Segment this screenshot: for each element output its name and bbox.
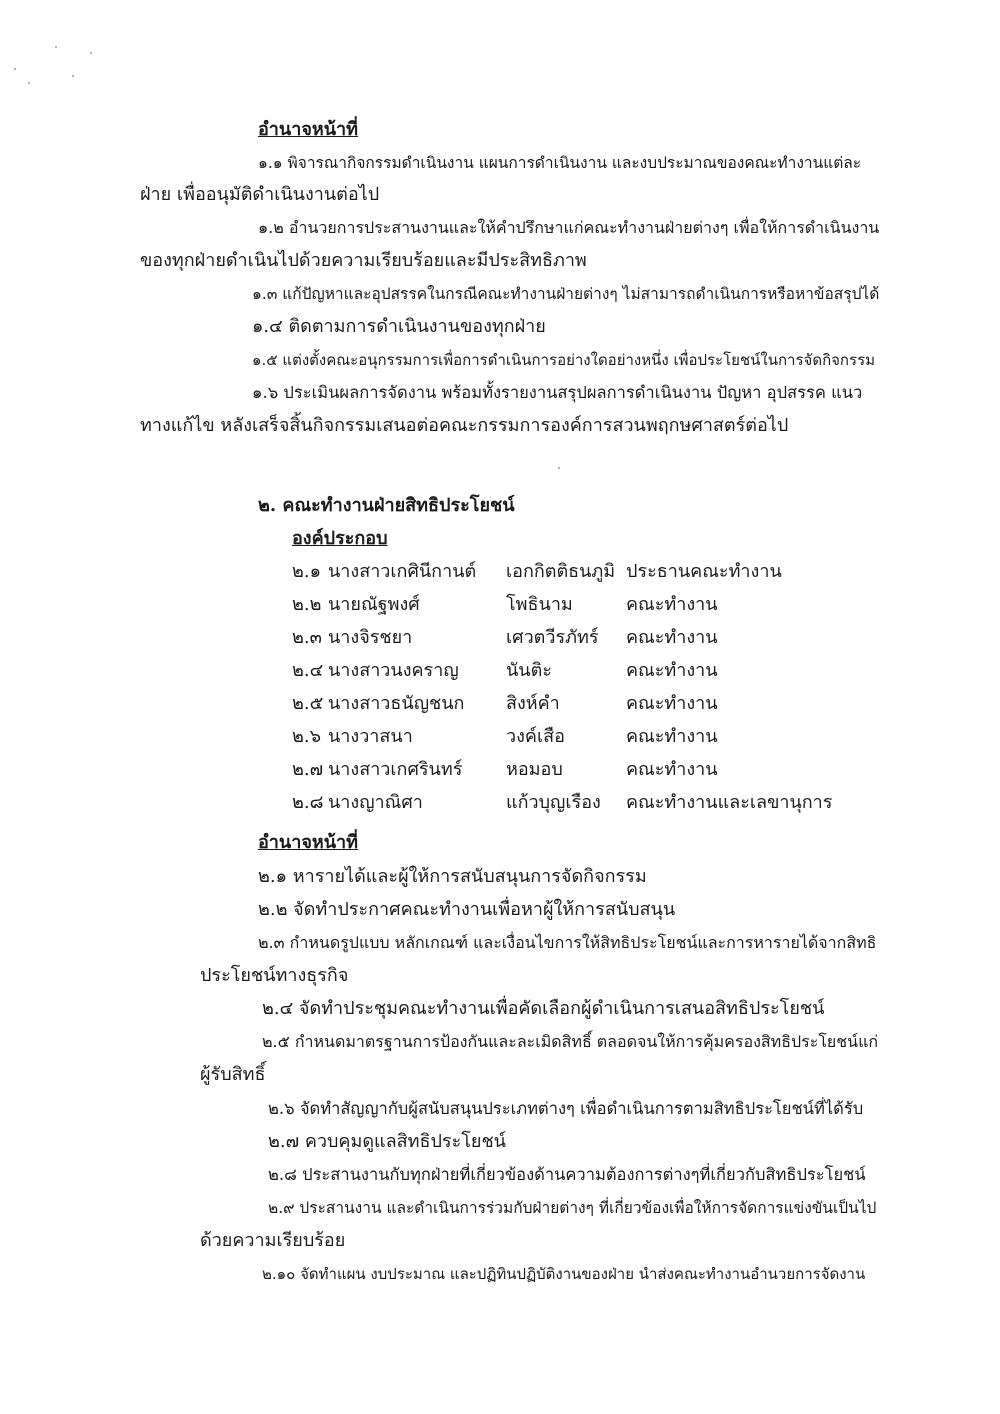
duty-1-6-cont: ทางแก้ไข หลังเสร็จสิ้นกิจกรรมเสนอต่อคณะกรรมการองค์การสวนพฤกษศาสตร์ต่อไป xyxy=(140,415,789,436)
member-role: ประธานคณะทำงาน xyxy=(626,561,782,582)
member-first-name: นางจิรชยา xyxy=(328,627,413,648)
member-last-name: สิงห์คำ xyxy=(506,693,560,714)
member-number: ๒.๓ xyxy=(292,627,322,648)
duty-2-1: ๒.๑ หารายได้และผู้ให้การสนับสนุนการจัดกิจกรรม xyxy=(258,866,647,887)
duty-1-1-cont: ฝ่าย เพื่ออนุมัติดำเนินงานต่อไป xyxy=(140,184,380,205)
member-first-name: นางวาสนา xyxy=(328,726,413,747)
scan-speck xyxy=(55,46,57,48)
member-last-name: วงค์เสือ xyxy=(506,726,565,747)
member-number: ๒.๔ xyxy=(292,660,324,681)
duty-2-5: ๒.๕ กำหนดมาตรฐานการป้องกันและละเมิดสิทธิ์ ตลอดจนให้การคุ้มครองสิทธิประโยชน์แก่ xyxy=(262,1032,879,1051)
duty-1-2: ๑.๒ อำนวยการประสานงานและให้คำปรึกษาแก่คณะทำงานฝ่ายต่างๆ เพื่อให้การดำเนินงาน xyxy=(258,218,880,237)
member-role: คณะทำงาน xyxy=(626,693,718,714)
member-role: คณะทำงานและเลขานุการ xyxy=(626,792,833,813)
member-last-name: หอมอบ xyxy=(506,759,563,780)
member-role: คณะทำงาน xyxy=(626,726,718,747)
member-first-name: นางสาวนงคราญ xyxy=(328,660,459,681)
member-number: ๒.๑ xyxy=(292,561,322,582)
duty-1-4: ๑.๔ ติดตามการดำเนินงานของทุกฝ่าย xyxy=(252,316,546,337)
duty-1-6: ๑.๖ ประเมินผลการจัดงาน พร้อมทั้งรายงานสรุปผลการดำเนินงาน ปัญหา อุปสรรค แนว xyxy=(252,383,863,402)
member-last-name: โพธินาม xyxy=(506,594,573,615)
duty-2-9: ๒.๙ ประสานงาน และดำเนินการร่วมกับฝ่ายต่างๆ ที่เกี่ยวข้องเพื่อให้การจัดการแข่งขันเป็นไป xyxy=(268,1199,877,1217)
member-last-name: เศวตวีรภัทร์ xyxy=(506,627,599,648)
scan-speck xyxy=(14,68,16,70)
member-role: คณะทำงาน xyxy=(626,660,718,681)
duty-2-2: ๒.๒ จัดทำประกาศคณะทำงานเพื่อหาผู้ให้การสนับสนุน xyxy=(258,899,676,920)
duty-2-6: ๒.๖ จัดทำสัญญากับผู้สนับสนุนประเภทต่างๆ เพื่อดำเนินการตามสิทธิประโยชน์ที่ได้รับ xyxy=(268,1099,864,1118)
scan-speck xyxy=(28,82,30,84)
duty-2-10: ๒.๑๐ จัดทำแผน งบประมาณ และปฏิทินปฏิบัติงานของฝ่าย นำส่งคณะทำงานอำนวยการจัดงาน xyxy=(262,1265,866,1283)
member-last-name: นันติะ xyxy=(506,660,552,681)
scan-speck xyxy=(72,75,74,77)
member-first-name: นางสาวธนัญชนก xyxy=(328,693,465,714)
member-first-name: นางญาณิศา xyxy=(328,792,423,813)
member-first-name: นางสาวเกศรินทร์ xyxy=(328,759,463,780)
duty-1-5: ๑.๕ แต่งตั้งคณะอนุกรรมการเพื่อการดำเนินการอย่างใดอย่างหนึ่ง เพื่อประโยชน์ในการจัดกิจกรรม xyxy=(252,351,876,369)
section2-title: ๒. คณะทำงานฝ่ายสิทธิประโยชน์ xyxy=(258,495,515,516)
section1-duties-heading: อำนาจหน้าที่ xyxy=(258,119,359,140)
member-last-name: แก้วบุญเรือง xyxy=(506,792,601,813)
duty-2-9-cont: ด้วยความเรียบร้อย xyxy=(200,1230,346,1251)
member-last-name: เอกกิตติธนภูมิ xyxy=(506,561,616,582)
duty-2-3: ๒.๓ กำหนดรูปแบบ หลักเกณฑ์ และเงื่อนไขการให้สิทธิประโยชน์และการหารายได้จากสิทธิ xyxy=(258,933,877,952)
duty-2-5-cont: ผู้รับสิทธิ์ xyxy=(200,1064,266,1085)
duty-1-3: ๑.๓ แก้ปัญหาและอุปสรรคในกรณีคณะทำงานฝ่ายต่างๆ ไม่สามารถดำเนินการหรือหาข้อสรุปได้ xyxy=(252,285,880,303)
member-number: ๒.๒ xyxy=(292,594,322,615)
duty-1-1: ๑.๑ พิจารณากิจกรรมดำเนินงาน แผนการดำเนินงาน และงบประมาณของคณะทำงานแต่ละ xyxy=(258,154,862,172)
member-first-name: นายณัฐพงศ์ xyxy=(328,594,420,615)
duty-2-3-cont: ประโยชน์ทางธุรกิจ xyxy=(200,965,349,986)
duty-2-4: ๒.๔ จัดทำประชุมคณะทำงานเพื่อคัดเลือกผู้ดำเนินการเสนอสิทธิประโยชน์ xyxy=(262,998,825,1019)
scan-speck xyxy=(90,52,92,54)
duty-2-7: ๒.๗ ควบคุมดูแลสิทธิประโยชน์ xyxy=(268,1131,506,1152)
member-number: ๒.๖ xyxy=(292,726,322,747)
member-number: ๒.๗ xyxy=(292,759,324,780)
scan-speck xyxy=(558,467,560,469)
member-number: ๒.๕ xyxy=(292,693,324,714)
member-number: ๒.๘ xyxy=(292,792,324,813)
section2-duties-heading: อำนาจหน้าที่ xyxy=(258,832,359,853)
duty-1-2-cont: ของทุกฝ่ายดำเนินไปด้วยความเรียบร้อยและมีประสิทธิภาพ xyxy=(140,250,587,271)
member-role: คณะทำงาน xyxy=(626,594,718,615)
member-role: คณะทำงาน xyxy=(626,759,718,780)
duty-2-8: ๒.๘ ประสานงานกับทุกฝ่ายที่เกี่ยวข้องด้านความต้องการต่างๆที่เกี่ยวกับสิทธิประโยชน์ xyxy=(268,1165,866,1184)
member-first-name: นางสาวเกศินีกานต์ xyxy=(328,561,477,582)
member-role: คณะทำงาน xyxy=(626,627,718,648)
composition-heading: องค์ประกอบ xyxy=(292,528,388,549)
